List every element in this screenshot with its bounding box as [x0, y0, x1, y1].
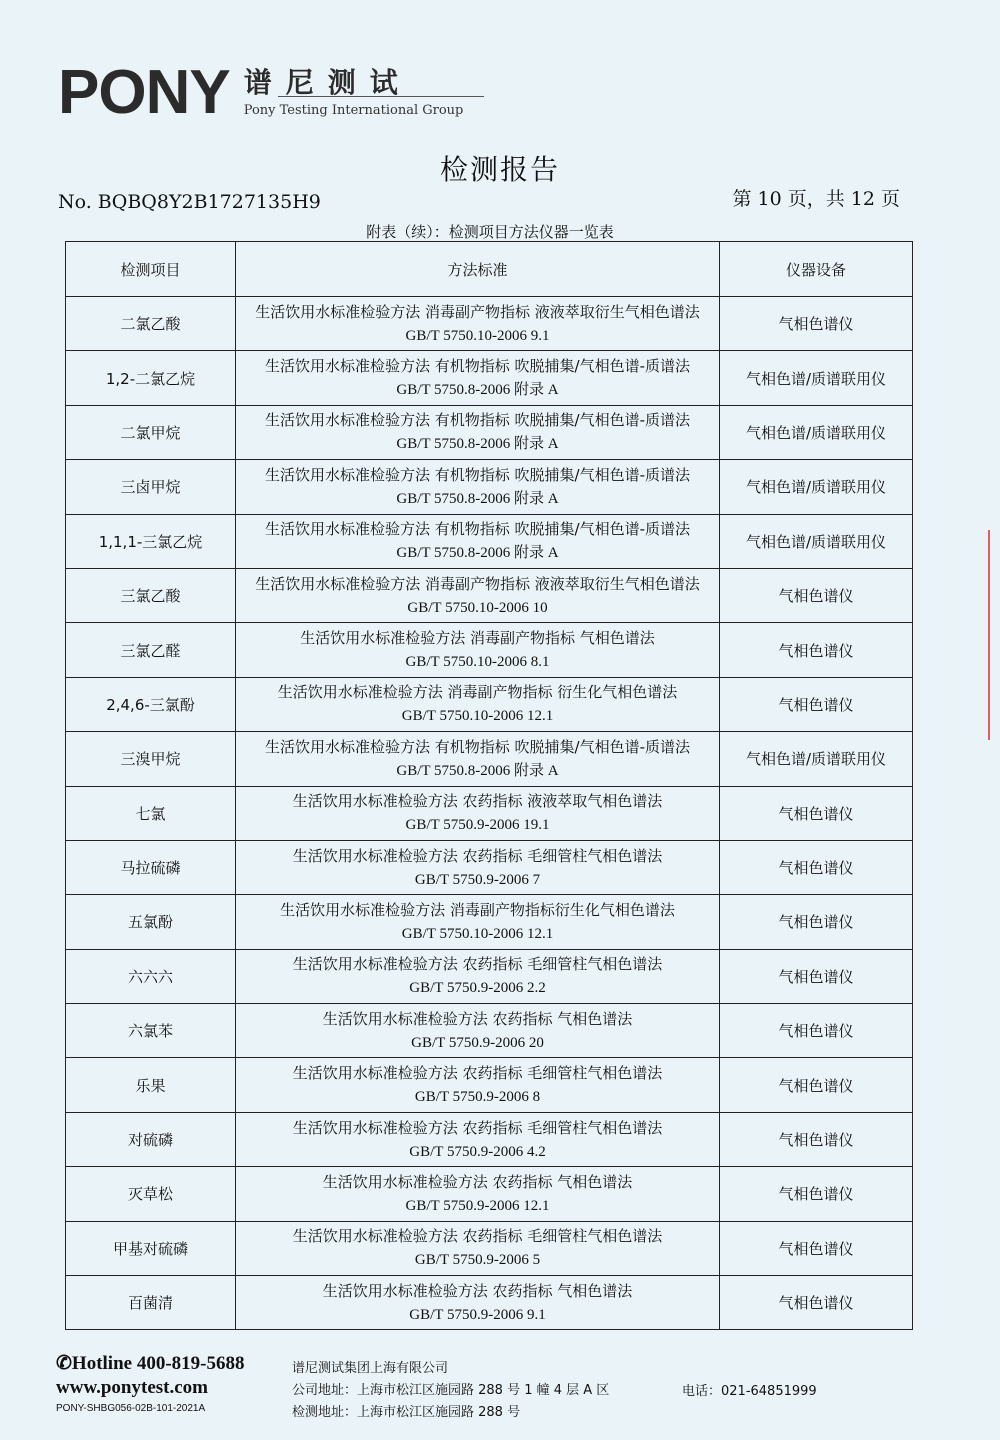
table-row	[66, 1221, 913, 1275]
method-standard	[236, 1004, 720, 1058]
seal-stamp-edge	[988, 530, 1000, 740]
test-item: 1,2-二氯乙烷	[66, 351, 236, 405]
instrument: 气相色谱仪	[720, 1276, 913, 1330]
table-row	[66, 351, 913, 405]
test-item: 乐果	[66, 1058, 236, 1112]
test-item: 二氯甲烷	[66, 405, 236, 459]
test-item: 甲基对硫磷	[66, 1221, 236, 1275]
logo-divider	[278, 96, 484, 97]
instrument: 气相色谱仪	[720, 623, 913, 677]
method-name: 生活饮用水标准检验方法 农药指标 毛细管柱气相色谱法	[292, 955, 663, 974]
table-row	[66, 732, 913, 786]
method-standard	[236, 840, 720, 894]
method-name: 生活饮用水标准检验方法 有机物指标 吹脱捕集/气相色谱-质谱法	[264, 737, 690, 756]
test-item: 三卤甲烷	[66, 460, 236, 514]
test-item: 2,4,6-三氯酚	[66, 677, 236, 731]
method-name: 生活饮用水标准检验方法 农药指标 毛细管柱气相色谱法	[292, 846, 663, 865]
standard-code: GB/T 5750.9-2006 4.2	[409, 1143, 546, 1160]
table-row	[66, 1276, 913, 1330]
method-standard	[236, 1058, 720, 1112]
method-name: 生活饮用水标准检验方法 农药指标 毛细管柱气相色谱法	[292, 1227, 663, 1246]
method-name: 生活饮用水标准检验方法 农药指标 毛细管柱气相色谱法	[292, 1064, 663, 1083]
test-item: 七氯	[66, 786, 236, 840]
method-standard	[236, 1276, 720, 1330]
company-info	[292, 1358, 609, 1424]
standard-code: GB/T 5750.10-2006 10	[407, 599, 548, 616]
method-standard	[236, 623, 720, 677]
table-header-row	[66, 242, 913, 297]
standard-code: GB/T 5750.8-2006 附录 A	[396, 490, 559, 507]
method-standard	[236, 732, 720, 786]
table-row	[66, 677, 913, 731]
table-row	[66, 405, 913, 459]
instrument: 气相色谱/质谱联用仪	[720, 351, 913, 405]
instrument: 气相色谱仪	[720, 1221, 913, 1275]
logo-english-name: Pony Testing International Group	[243, 102, 464, 118]
instrument: 气相色谱仪	[720, 1167, 913, 1221]
test-item: 五氯酚	[66, 895, 236, 949]
instrument: 气相色谱仪	[720, 677, 913, 731]
header-instrument: 仪器设备	[720, 242, 913, 297]
test-item: 二氯乙酸	[66, 297, 236, 351]
test-item: 灭草松	[66, 1167, 236, 1221]
method-name: 生活饮用水标准检验方法 消毒副产物指标 液液萃取衍生气相色谱法	[255, 574, 700, 593]
footer-contact	[56, 1352, 245, 1414]
table-row	[66, 895, 913, 949]
method-standard	[236, 514, 720, 568]
test-item: 百菌清	[66, 1276, 236, 1330]
method-name: 生活饮用水标准检验方法 有机物指标 吹脱捕集/气相色谱-质谱法	[264, 520, 690, 539]
test-item: 马拉硫磷	[66, 840, 236, 894]
method-name: 生活饮用水标准检验方法 农药指标 气相色谱法	[322, 1281, 633, 1300]
method-name: 生活饮用水标准检验方法 有机物指标 吹脱捕集/气相色谱-质谱法	[264, 411, 690, 430]
method-standard	[236, 786, 720, 840]
table-row	[66, 1058, 913, 1112]
table-row	[66, 1004, 913, 1058]
method-standard	[236, 460, 720, 514]
method-standard	[236, 949, 720, 1003]
website-link[interactable]: www.ponytest.com	[56, 1377, 208, 1398]
standard-code: GB/T 5750.10-2006 8.1	[405, 654, 550, 671]
instrument: 气相色谱/质谱联用仪	[720, 732, 913, 786]
standard-code: GB/T 5750.9-2006 5	[414, 1252, 541, 1269]
standard-code: GB/T 5750.8-2006 附录 A	[396, 762, 559, 779]
method-name: 生活饮用水标准检验方法 消毒副产物指标 液液萃取衍生气相色谱法	[255, 302, 700, 321]
method-name: 生活饮用水标准检验方法 有机物指标 吹脱捕集/气相色谱-质谱法	[264, 357, 690, 376]
standard-code: GB/T 5750.10-2006 12.1	[401, 925, 554, 942]
method-standard	[236, 297, 720, 351]
method-name: 生活饮用水标准检验方法 有机物指标 吹脱捕集/气相色谱-质谱法	[264, 465, 690, 484]
table-row	[66, 623, 913, 677]
standard-code: GB/T 5750.9-2006 20	[411, 1034, 544, 1051]
company-name: 谱尼测试集团上海有限公司	[292, 1361, 449, 1376]
method-standard	[236, 351, 720, 405]
company-phone: 电话：021-64851999	[682, 1384, 817, 1399]
test-item: 六六六	[66, 949, 236, 1003]
table-row	[66, 840, 913, 894]
table-row	[66, 568, 913, 622]
test-item: 对硫磷	[66, 1112, 236, 1166]
document-title: 检测报告	[439, 153, 560, 186]
instrument: 气相色谱仪	[720, 786, 913, 840]
test-item: 六氯苯	[66, 1004, 236, 1058]
instrument: 气相色谱仪	[720, 895, 913, 949]
page-indicator: 第 10 页，共 12 页	[732, 188, 900, 210]
instrument: 气相色谱仪	[720, 1112, 913, 1166]
method-standard	[236, 1221, 720, 1275]
standard-code: GB/T 5750.10-2006 9.1	[405, 327, 550, 344]
method-standard	[236, 1112, 720, 1166]
method-name: 生活饮用水标准检验方法 消毒副产物指标 衍生化气相色谱法	[277, 683, 678, 702]
standard-code: GB/T 5750.9-2006 9.1	[409, 1306, 546, 1323]
instrument: 气相色谱仪	[720, 840, 913, 894]
test-item: 三溴甲烷	[66, 732, 236, 786]
method-name: 生活饮用水标准检验方法 农药指标 气相色谱法	[322, 1009, 633, 1028]
table-row	[66, 514, 913, 568]
test-item: 三氯乙醛	[66, 623, 236, 677]
method-standard	[236, 1167, 720, 1221]
instrument: 气相色谱仪	[720, 568, 913, 622]
method-standard	[236, 405, 720, 459]
standard-code: GB/T 5750.9-2006 8	[414, 1089, 541, 1106]
header-item: 检测项目	[66, 242, 236, 297]
methods-table	[65, 241, 913, 1330]
table-row	[66, 949, 913, 1003]
test-item: 1,1,1-三氯乙烷	[66, 514, 236, 568]
method-name: 生活饮用水标准检验方法 消毒副产物指标 气相色谱法	[300, 629, 655, 648]
company-address: 公司地址：上海市松江区施园路 288 号 1 幢 4 层 A 区	[292, 1383, 610, 1398]
form-number: PONY-SHBG056-02B-101-2021A	[56, 1403, 206, 1414]
report-number: No. BQBQ8Y2B1727135H9	[58, 191, 321, 213]
method-standard	[236, 895, 720, 949]
standard-code: GB/T 5750.9-2006 12.1	[405, 1197, 550, 1214]
table-row	[66, 297, 913, 351]
method-name: 生活饮用水标准检验方法 农药指标 毛细管柱气相色谱法	[292, 1118, 663, 1137]
header-method: 方法标准	[236, 242, 720, 297]
standard-code: GB/T 5750.10-2006 12.1	[401, 708, 554, 725]
standard-code: GB/T 5750.8-2006 附录 A	[396, 545, 559, 562]
instrument: 气相色谱仪	[720, 1058, 913, 1112]
logo-wordmark: PONY	[58, 58, 230, 127]
standard-code: GB/T 5750.8-2006 附录 A	[396, 436, 559, 453]
standard-code: GB/T 5750.9-2006 2.2	[409, 980, 546, 997]
method-standard	[236, 677, 720, 731]
instrument: 气相色谱/质谱联用仪	[720, 460, 913, 514]
company-logo	[58, 58, 464, 127]
table-row	[66, 1167, 913, 1221]
method-name: 生活饮用水标准检验方法 农药指标 液液萃取气相色谱法	[292, 792, 663, 811]
method-name: 生活饮用水标准检验方法 消毒副产物指标衍生化气相色谱法	[280, 900, 675, 919]
test-address: 检测地址：上海市松江区施园路 288 号	[292, 1405, 521, 1420]
instrument: 气相色谱仪	[720, 949, 913, 1003]
hotline: ✆Hotline 400-819-5688	[56, 1353, 245, 1374]
instrument: 气相色谱/质谱联用仪	[720, 514, 913, 568]
method-standard	[236, 568, 720, 622]
table-caption: 附表（续）：检测项目方法仪器一览表	[366, 223, 614, 241]
table-row	[66, 1112, 913, 1166]
method-name: 生活饮用水标准检验方法 农药指标 气相色谱法	[322, 1172, 633, 1191]
standard-code: GB/T 5750.9-2006 19.1	[405, 817, 550, 834]
instrument: 气相色谱仪	[720, 1004, 913, 1058]
standard-code: GB/T 5750.8-2006 附录 A	[396, 382, 559, 399]
standard-code: GB/T 5750.9-2006 7	[414, 871, 541, 888]
instrument: 气相色谱仪	[720, 297, 913, 351]
test-item: 三氯乙酸	[66, 568, 236, 622]
table-row	[66, 786, 913, 840]
logo-chinese-name: 谱尼测试	[243, 66, 412, 100]
table-row	[66, 460, 913, 514]
instrument: 气相色谱/质谱联用仪	[720, 405, 913, 459]
